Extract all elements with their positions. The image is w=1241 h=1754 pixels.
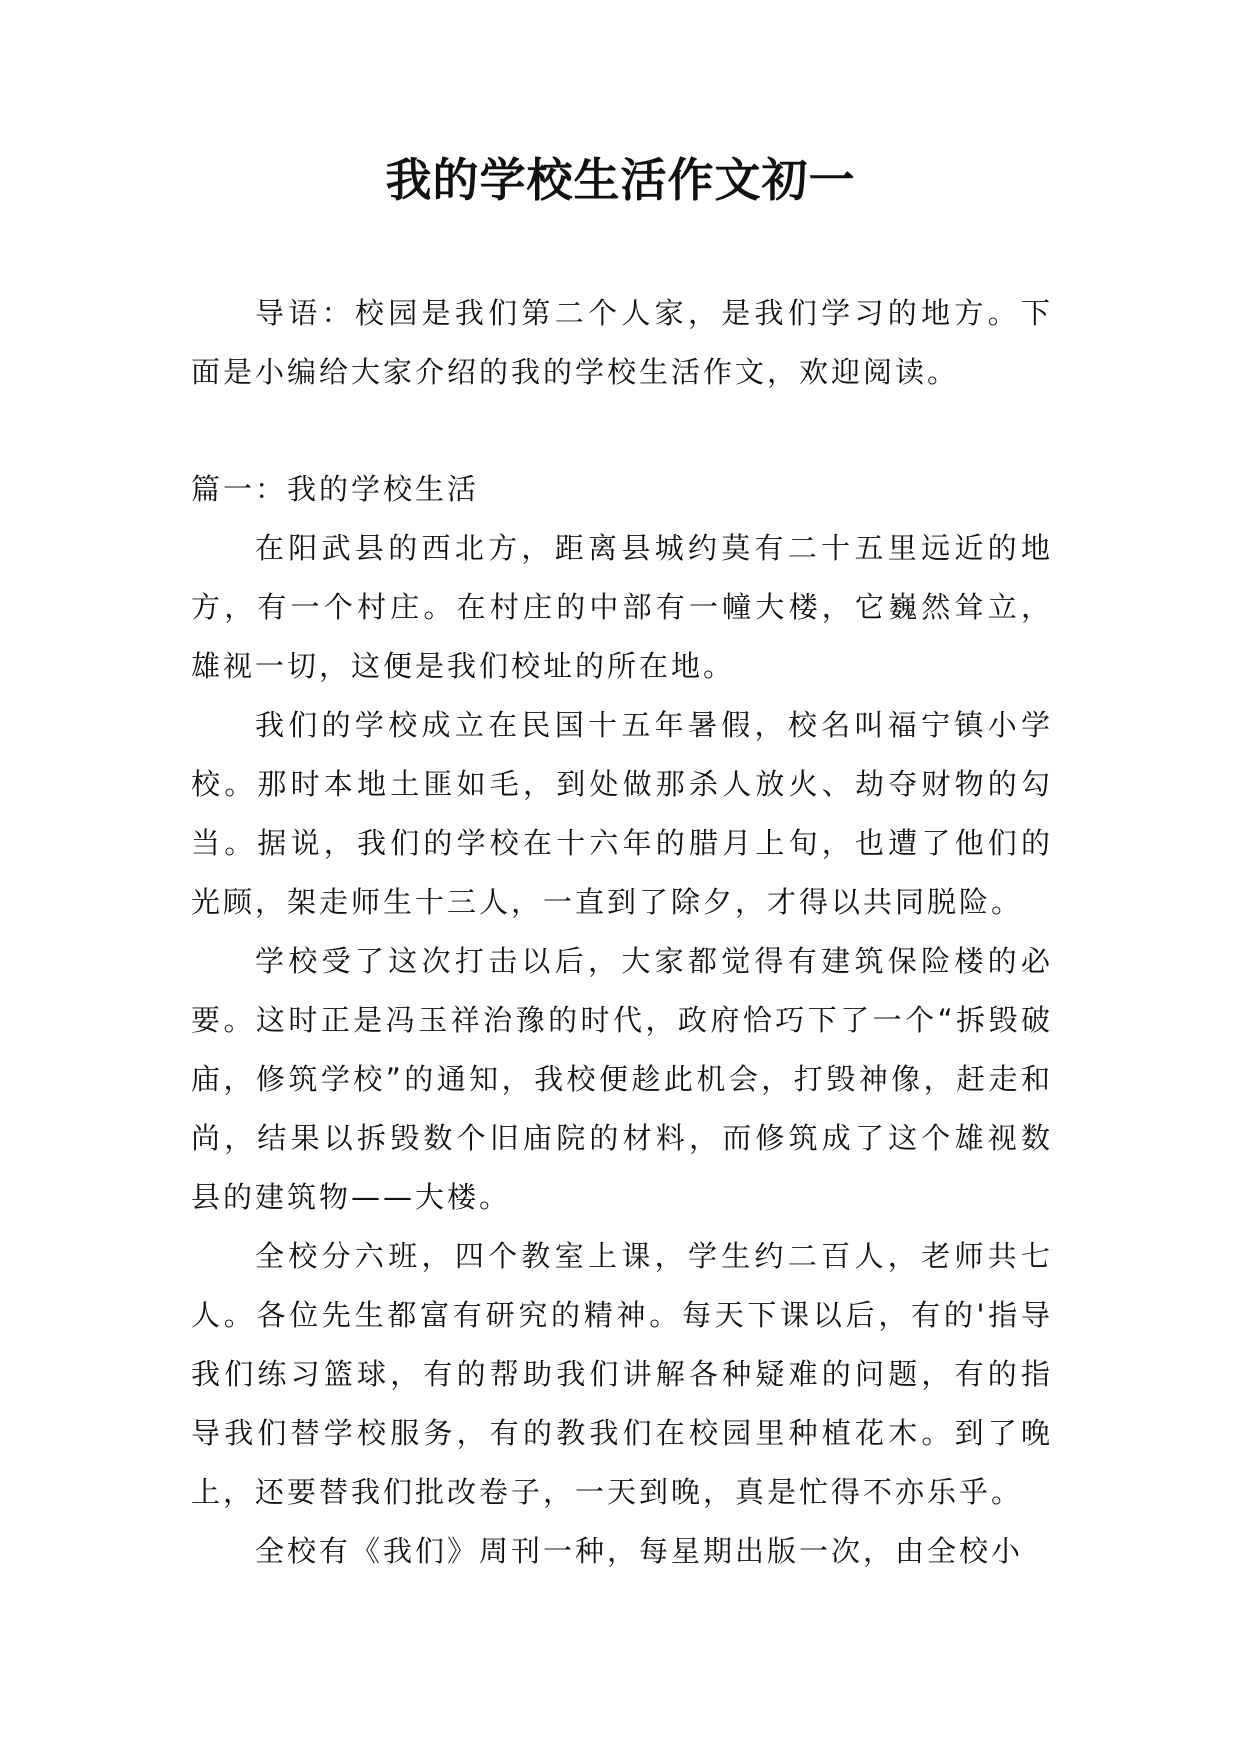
paragraph-2: 我们的学校成立在民国十五年暑假，校名叫福宁镇小学校。那时本地土匪如毛，到处做那杀人放火、劫夺财物的勾当。据说，我们的学校在十六年的腊月上旬，也遭了他们的光顾，架走师生十三人，一直到了除夕，才得以共同脱险。: [191, 708, 1053, 919]
intro-paragraph: 导语：校园是我们第二个人家，是我们学习的地方。下面是小编给大家介绍的我的学校生活作文，欢迎阅读。: [191, 296, 1053, 389]
paragraph-3: 学校受了这次打击以后，大家都觉得有建筑保险楼的必要。这时正是冯玉祥治豫的时代，政府恰巧下了一个“拆毁破庙，修筑学校”的通知，我校便趁此机会，打毁神像，赶走和尚，结果以拆毁数个旧庙院的材料，而修筑成了这个雄视数县的建筑物——大楼。: [191, 944, 1053, 1214]
paragraph-5: 全校有《我们》周刊一种，每星期出版一次，由全校小: [255, 1534, 1024, 1568]
paragraph-1: 在阳武县的西北方，距离县城约莫有二十五里远近的地方，有一个村庄。在村庄的中部有一幢大楼，它巍然耸立，雄视一切，这便是我们校址的所在地。: [191, 531, 1053, 683]
intro-block: [191, 284, 1053, 402]
document-title: 我的学校生活作文初一: [385, 153, 856, 207]
article-body: [191, 460, 1053, 1581]
paragraph-4: 全校分六班，四个教室上课，学生约二百人，老师共七人。各位先生都富有研究的精神。每天下课以后，有的'指导我们练习篮球，有的帮助我们讲解各种疑难的问题，有的指导我们替学校服务，有的教我们在校园里种植花木。到了晚上，还要替我们批改卷子，一天到晚，真是忙得不亦乐乎。: [191, 1239, 1053, 1509]
section-heading: 篇一：我的学校生活: [191, 472, 480, 506]
